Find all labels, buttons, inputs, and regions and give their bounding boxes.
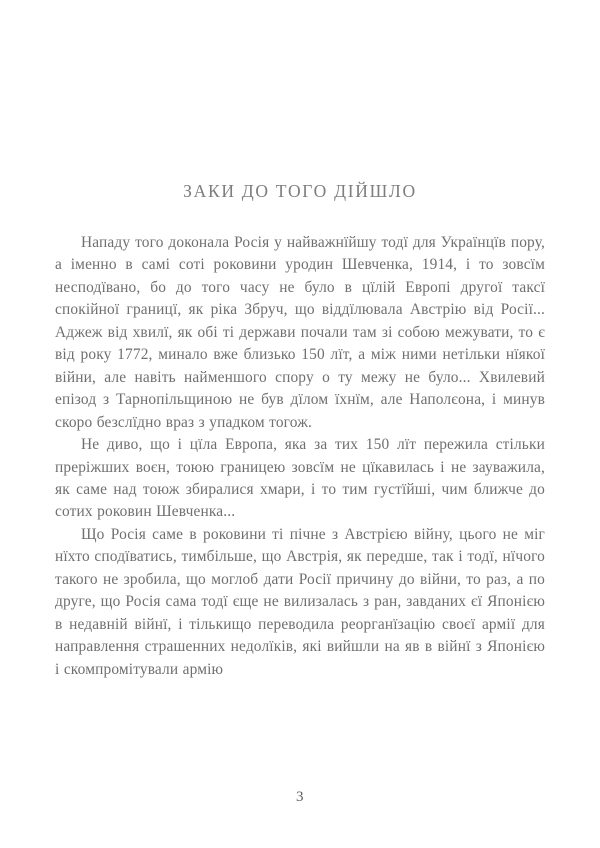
body-text-block	[55, 232, 545, 681]
chapter-title: ЗАКИ ДО ТОГО ДІЙШЛО	[183, 181, 417, 201]
paragraph: Не диво, що і цїла Европа, яка за тих 150 лїт пережила стільки преріжших воєн, тоюю границею зовсїм не цїкавилась і не зауважила, як саме над тоюж збиралися хмари, і то тим густїйші, чим ближче до сотих роковин Шевченка...	[55, 436, 545, 521]
paragraph: Що Росія саме в роковини ті пічне з Австрією війну, цього не міг нїхто сподїватись, тимбільше, що Австрія, як передше, так і тодї, нїчого такого не зробила, що моглоб дати Росії причину до війни, то раз, а по друге, що Росія сама тодї єще не вилизалась з ран, завданих єї Японією в недавній війнї, і тількищо переводила реорганїзацію своєї армії для направлення страшенних недолїків, які вийшли на яв в війнї з Японією і скомпромітували армію	[55, 525, 545, 678]
paragraph: Нападу того доконала Росія у найважнїйшу тодї для Українцїв пору, а іменно в самі соті роковини уродин Шевченка, 1914, і то зовсїм несподївано, бо до того часу не було в цїлій Европі другої таксї спокійної границї, як ріка Збруч, що віддїлювала Австрію від Росії... Аджеж від хвилї, як обі ті держави почали там зі собою межувати, то є від року 1772, минало вже близько 150 лїт, а між ними нетільки нїякої війни, але навіть найменшого спору о ту межу не було... Хвилевий епізод з Тарнопільщиною не був дїлом їхнїм, але Наполєона, і минув скоро безслїдно враз з упадком тогож.	[55, 234, 545, 431]
page-number: 3	[296, 789, 304, 805]
